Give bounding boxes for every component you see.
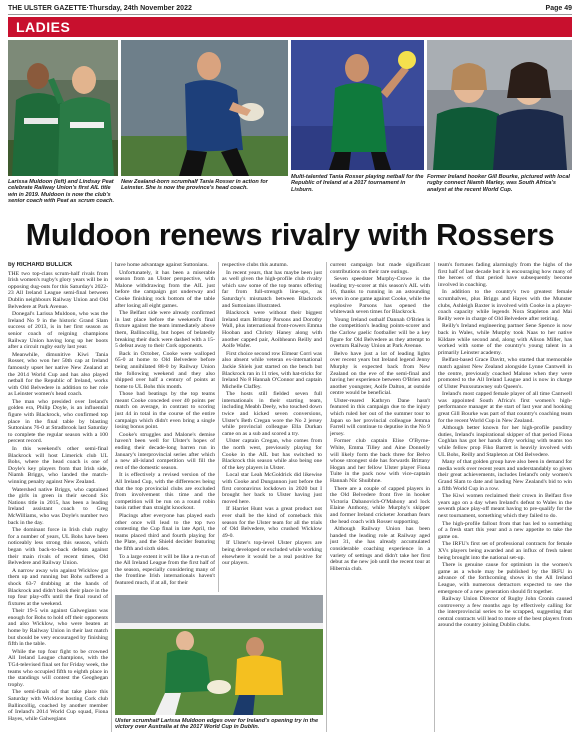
paragraph: Many of that golden group have also been in demand for media work over recent years and understandably so given their great achievements, includes Ireland's only women's Grand Slam to date and landing New Zealand's bid to win a fifth World Cup in a row. xyxy=(438,459,572,492)
caption-photo4: Former Ireland hooker Gill Bourke, pictured with local rugby connect Niamh Marley, was South Africa's analyst at the recent World Cup. xyxy=(427,174,570,193)
paragraph: The hosts still fielded seven full internationals in their starting team, including Meabh Deely, who touched down twice and kicked seven conversions, Ulster's Beth Cregan wore the No 2 jersey while provincial colleague Ella Durkan came on as a sub and scored a try. xyxy=(222,391,322,437)
paragraph: Back in October, Cooke were walloped 65-0 at home to Old Belvedere before being annihilated 88-0 by Railway Union the following weekend and they also shipped over half a century of points at home to UL Bohs this month. xyxy=(115,350,215,390)
photo-gill-bourke-niamh-marley xyxy=(427,40,572,170)
masthead-publication-date: THE ULSTER GAZETTE·Thursday, 24th November 2022 xyxy=(8,5,192,12)
photo-tania-rosser-netball xyxy=(291,40,424,170)
paragraph: The high-profile fallout from that has led to something of a fresh start this year and a new appetite to take the game on. xyxy=(438,520,572,540)
paragraph: It is effectively a revised version of the All Ireland Cup, with the differences being that the top provincial clubs are excluded from involvement this time and the competition will be run on a round robin basis rather than straight knockout. xyxy=(115,472,215,512)
column-divider xyxy=(218,262,219,592)
paragraph: Railway Union Director of Rugby John Cronin caused controversy a few months ago by effectively calling for the interprovincial series to be scrapped, suggesting that central contracts will lead to more of the best players from around the country joining Dublin clubs. xyxy=(438,596,572,629)
paragraph: First choice second row Eimear Corri was also absent while veteran ex-international Jackie Shiels just started on the bench but Blackrock ran in 11 tries, with hat-tricks for Ireland No 8 Hannah O'Connor and captain Michelle Claffey. xyxy=(222,350,322,390)
paragraph: In this weekend's other semi-final Blackrock will host Limerick club UL Bohs, where the head coach is one of Doyle's key players from that Irish side, Niamh Briggs, who landed the match-winning penalty against New Zealand. xyxy=(8,446,108,485)
paragraph: Seven speedster Murphy-Crowe is the leading try-scorer at this season's AIL with 16, thanks to running in an astounding seven in one game against Cooke, while the explosive Parsons has opened the whitewash seven times for Blackrock. xyxy=(330,276,430,316)
paragraph: To a large extent it will be like a re-run of the All Ireland League from the first half of the season, especially considering many of the frontline Irish internationals haven't featured much, if at all, for their xyxy=(115,553,215,586)
column-divider xyxy=(326,262,327,732)
paragraph: Blackrock were without their biggest Ireland stars Brittany Parsons and Dorothy Wall, plus international front-rowers Emma Hooban and Christy Haney along with another capped pair, Aoibheann Reilly and Aoife Wafer. xyxy=(222,310,322,350)
caption-photo2: New Zealand-born scrumhalf Tania Rosser in action for Leinster. She is now the province's head coach. xyxy=(121,179,268,192)
paragraph: team's fortunes fading alarmingly from the highs of the first half of last decade but it is encouraging how many of the heroes of that period have subsequently become involved in coaching. xyxy=(438,262,572,288)
paragraph: Belvo have just a lot of leading lights over recent years but Ireland legend Jenny Murphy is expected back from New Zealand on the eve of the semi-final and having her experience between O'Brien and another youngster, Aoife Dalton, at outside centre would be beneficial. xyxy=(330,350,430,397)
paragraph: If Ulster's top-level Ulster players are being developed or excluded while working elsewhere it would be a real positive for our players. xyxy=(222,540,322,567)
photo-muldoon-peat-celebrating xyxy=(8,40,118,176)
paragraph: Although better known for her high-profile punditry duties, Ireland's inspirational skipper of that period Fiona Coghlan has got her hands dirty working with teams too while fellow prop Fiko Barrett is heavily involved with UL Bohs, Reilly and Stapleton at Old Belvedere. xyxy=(438,425,572,458)
paragraph: The Kiwi women reclaimed their crown in Belfast five years ago on a day when Ireland's defeat to Wales in the seventh place play-off meant having to pre-qualify for the next tournament, something which they failed to do. xyxy=(438,493,572,519)
paragraph: Ulster-reared Kathryn Dane hasn't featured in this campaign due to the injury which ruled her out of the summer tour to Japan so her provincial colleague Jemma Farrell will continue to deputise in the No 9 jersey. xyxy=(330,397,430,437)
paragraph: Although Railway Union has been handed the leading role at Railway aged just 31, she has already accumulated considerable coaching experience in a variety of settings and didn't take her first debut as the new job until the recent tour at Hibernia club. xyxy=(330,526,430,572)
paragraph: Young Ireland outhalf Dannah O'Brien is the competition's leading points-scorer and the Carlow gaelic footballer will be a key figure for Old Belvedere as they attempt to overturn Railway Union at Park Avenue. xyxy=(330,316,430,350)
paragraph: respective clubs this autumn. xyxy=(222,262,289,268)
paragraph: have home advantage against Suttonians. xyxy=(115,262,209,268)
paragraph: The man who presided over Ireland's golden era, Philip Doyle, is an influential figure with Blackrock, who confirmed top place in the final table by blasting Suttonians 76-0 at Stradbrook last Saturday to complete the regular season with a 100 percent record. xyxy=(8,398,108,445)
paragraph: Placings after everyone has played each other once will lead to the top two contesting the Cup final in late April, the teams placed third and fourth playing for the Plate, and the Shield decider featuring the fifth and sixth sides. xyxy=(115,512,215,552)
paragraph: Ulster captain Cregan, who comes from the north west, previously playing for Cooke in the AIL but has switched to Blackrock this season while also being one of the key players in Ulster. xyxy=(222,438,322,471)
column-divider xyxy=(111,262,112,732)
paragraph: Cooke's struggles and Malone's demise haven't been well for Ulster's hopes of ending their decade-long barren run in January's interprovincial series after which a new all-island competition will fill the rest of the domestic season. xyxy=(115,431,215,471)
paragraph: In addition to the country's two greatest female scrumhalves, plus Briggs and Hayes with the Munster clubs, Ashleigh Baxter is involved with Cooke in a player-coach capacity while legends Nora Stapleton and Mai Reilly were in charge of Old Belvedere after retiring. xyxy=(438,289,572,322)
caption-photo3: Multi-talented Tania Rosser playing netball for the Republic of Ireland at a 2017 tournament in Lisburn. xyxy=(291,174,424,193)
paragraph: The semi-finals of that take place this Saturday with Wicklow hosting Cork club Ballincollig, coached by another member of Ireland's 2014 World Cup squad, Fiona Hayes, while Galwegians xyxy=(8,689,108,722)
article-column-6 xyxy=(438,262,572,732)
paragraph: Watershed native Briggs, who captained the girls in green in their second Six Nations title in 2015, has been a leading Ireland assistant coach to Greg McWilliams, who was Doyle's number two back in the day. xyxy=(8,486,108,526)
article-column-4 xyxy=(330,262,430,732)
paragraph: Local star Leah McGoldrick did likewise with Cooke and Dungannon just before the first coronavirus lockdown in 2020 but I brought her back to Ulster having just moved here. xyxy=(222,472,322,505)
paragraph: Ireland's most capped female player of all time Cantwell was appointed South Africa's first women's high-performance manager at the start of last year and hooking great Gill Bourke was part of that country's coaching team for the recent World Cup in New Zealand. xyxy=(438,391,572,424)
section-label: LADIES xyxy=(16,19,71,35)
article-column-2 xyxy=(115,262,215,592)
masthead-page-number: Page 49 xyxy=(545,5,572,12)
article-column-1 xyxy=(8,262,108,732)
paragraph: While the top four fight to be crowned All Ireland League champions, with the TG4-televised final set for Friday week, the teams who occupied fifth to eighth place in the standings will contest the Geoghegan trophy. xyxy=(8,648,108,688)
column-divider xyxy=(434,262,435,732)
paragraph: A narrow away win against Wicklow got them up and running but Bohs suffered a shock 63-7 drubbing at the hands of Blackrock and didn't book their place in the top four play-offs until the final round of fixtures at the weekend. xyxy=(8,567,108,607)
paragraph: Reilly's Ireland engineering partner Sene Spence is now back in Wales, while Murphy took Naas to her native Kildare while second and, along with Alison Miller, has worked with some of the country's young talent in a primarily Leinster academy. xyxy=(438,323,572,356)
photo-larissa-muldoon-try xyxy=(115,595,323,715)
paragraph: Donegal's Larissa Muldoon, who was the Ireland No 9 in the historic Grand Slam success of 2013, is in her first season as senior coach of reigning champions Railway Union having long up her boots after a circuit rugby early last year. xyxy=(8,311,108,351)
section-banner xyxy=(8,17,572,37)
paragraph: There is genuine cause for optimism in the women's game as a whole may be published by the IRFU in advance of the forthcoming shows in the All Ireland League, with numerous detractors expected to see the emergence of a new generation should fit together. xyxy=(438,562,572,595)
photo-tania-rosser-leinster xyxy=(121,40,288,176)
article-headline: Muldoon renews rivalry with Rossers xyxy=(25,218,555,252)
paragraph: The dominant force in Irish club rugby for a number of years, UL Bohs have been noticeably less strong this season, which began with back-to-back defeats against their main rivals of recent times, Old Belvedere and Railway Union. xyxy=(8,527,108,567)
paragraph: current campaign but made significant contributions on their rare outings. xyxy=(330,262,430,275)
caption-photo5: Ulster scrumhalf Larissa Muldoon edges over for Ireland's opening try in the victory over Australia at the 2017 World Cup in Dublin. xyxy=(115,718,319,731)
paragraph: There are a couple of capped players in the Old Belvedere front five in hooker Victoria Dabanovich-O'Mahony and lock Elaine Anthony, while Murphy's skipper and former Ireland cricketer Jonathan fears the head coach with Rosser supporting. xyxy=(330,485,430,525)
paragraph: If Harriet Hunt was a great product not ever shall be the kind of comeback this season for the Ulster team for all the trials of Old Belvedere, who crushed Wicklow 49-0. xyxy=(222,506,322,539)
paragraph: Belfast-based Grace Davitt, who started that memorable match against New Zealand alongside Lynne Cantwell in the centre, previously coached Malone when they were promoted to the All Ireland League and is now in charge of Ulster Punxsutawney sub Queen's. xyxy=(438,357,572,390)
article-column-3 xyxy=(222,262,322,592)
paragraph: Former club captain Elise O'Byrne-White, Emma Tilley and Aine Donnelly will likely form the back three for Belvo whose strongest side has forwards Brittany Hogan and her fellow Ulster player Fiona Tuite in the pack now with vice-captain Hannah Nic Shuibhne. xyxy=(330,438,430,484)
byline: by RICHARD BULLICK xyxy=(8,262,73,268)
paragraph: Those bad beatings by the top teams meant Cooke conceded over 40 points per match on average, in contrast to scoring just 44 in total in the course of the entire campaign which didn't even bring a single losing bonus point. xyxy=(115,391,215,431)
paragraph: The Belfast side were already confirmed in last place before the weekend's final fixture against the team immediately above them, Ballincollig, but hopes of belatedly breaking their duck were dashed with a 15-5 defeat away to their Cork opponents. xyxy=(115,310,215,350)
paragraph: Unfortunately, it has been a miserable season from an Ulster perspective, with Malone withdrawing from the AIL just before the campaign got underway and Cooke finishing rock bottom of the table after losing all eight games. xyxy=(115,269,215,309)
caption-photo1: Larissa Muldoon (left) and Lindsay Peat celebrate Railway Union's first AIL title win in 2019. Muldoon is now the club's senior coach with Peat as scrum coach. xyxy=(8,179,115,205)
paragraph: Their 19-5 win against Galwegians was enough for Bohs to hold off their opponents and also Wicklow, who were beaten at home by Railway Union in their last match but should be very encouraged by finishing fifth in the table. xyxy=(8,608,108,648)
paragraph: Meanwhile, dimunitive Kiwi Tania Rosser, who won her 50th cap at Ireland famously upset her native New Zealand at the 2014 World Cup and has also played netball for the Republic of Ireland, works with Old Belvedere in addition to her role as Leinster women's head coach. xyxy=(8,351,108,398)
paragraph: The IRFU's first set of professional contracts for female XVs players being awarded and an influx of fresh talent being brought into the national set-up. xyxy=(438,541,572,561)
paragraph: THE two top-class scrum-half rivals from Irish women's rugby's glory years will be in opposing dug-outs for this Saturday's 2022-23 All Ireland League semi-final between Dublin neighbours Railway Union and Old Belvedere at Park Avenue. xyxy=(8,270,108,310)
paragraph: In recent years, that has maybe been just as well given the high-profile club rivalry which saw some of the top teams offering far from full-strength line-ups, as Saturday's mismatch between Blackrock and Suttonians illustrated. xyxy=(222,269,322,309)
masthead xyxy=(8,4,572,15)
